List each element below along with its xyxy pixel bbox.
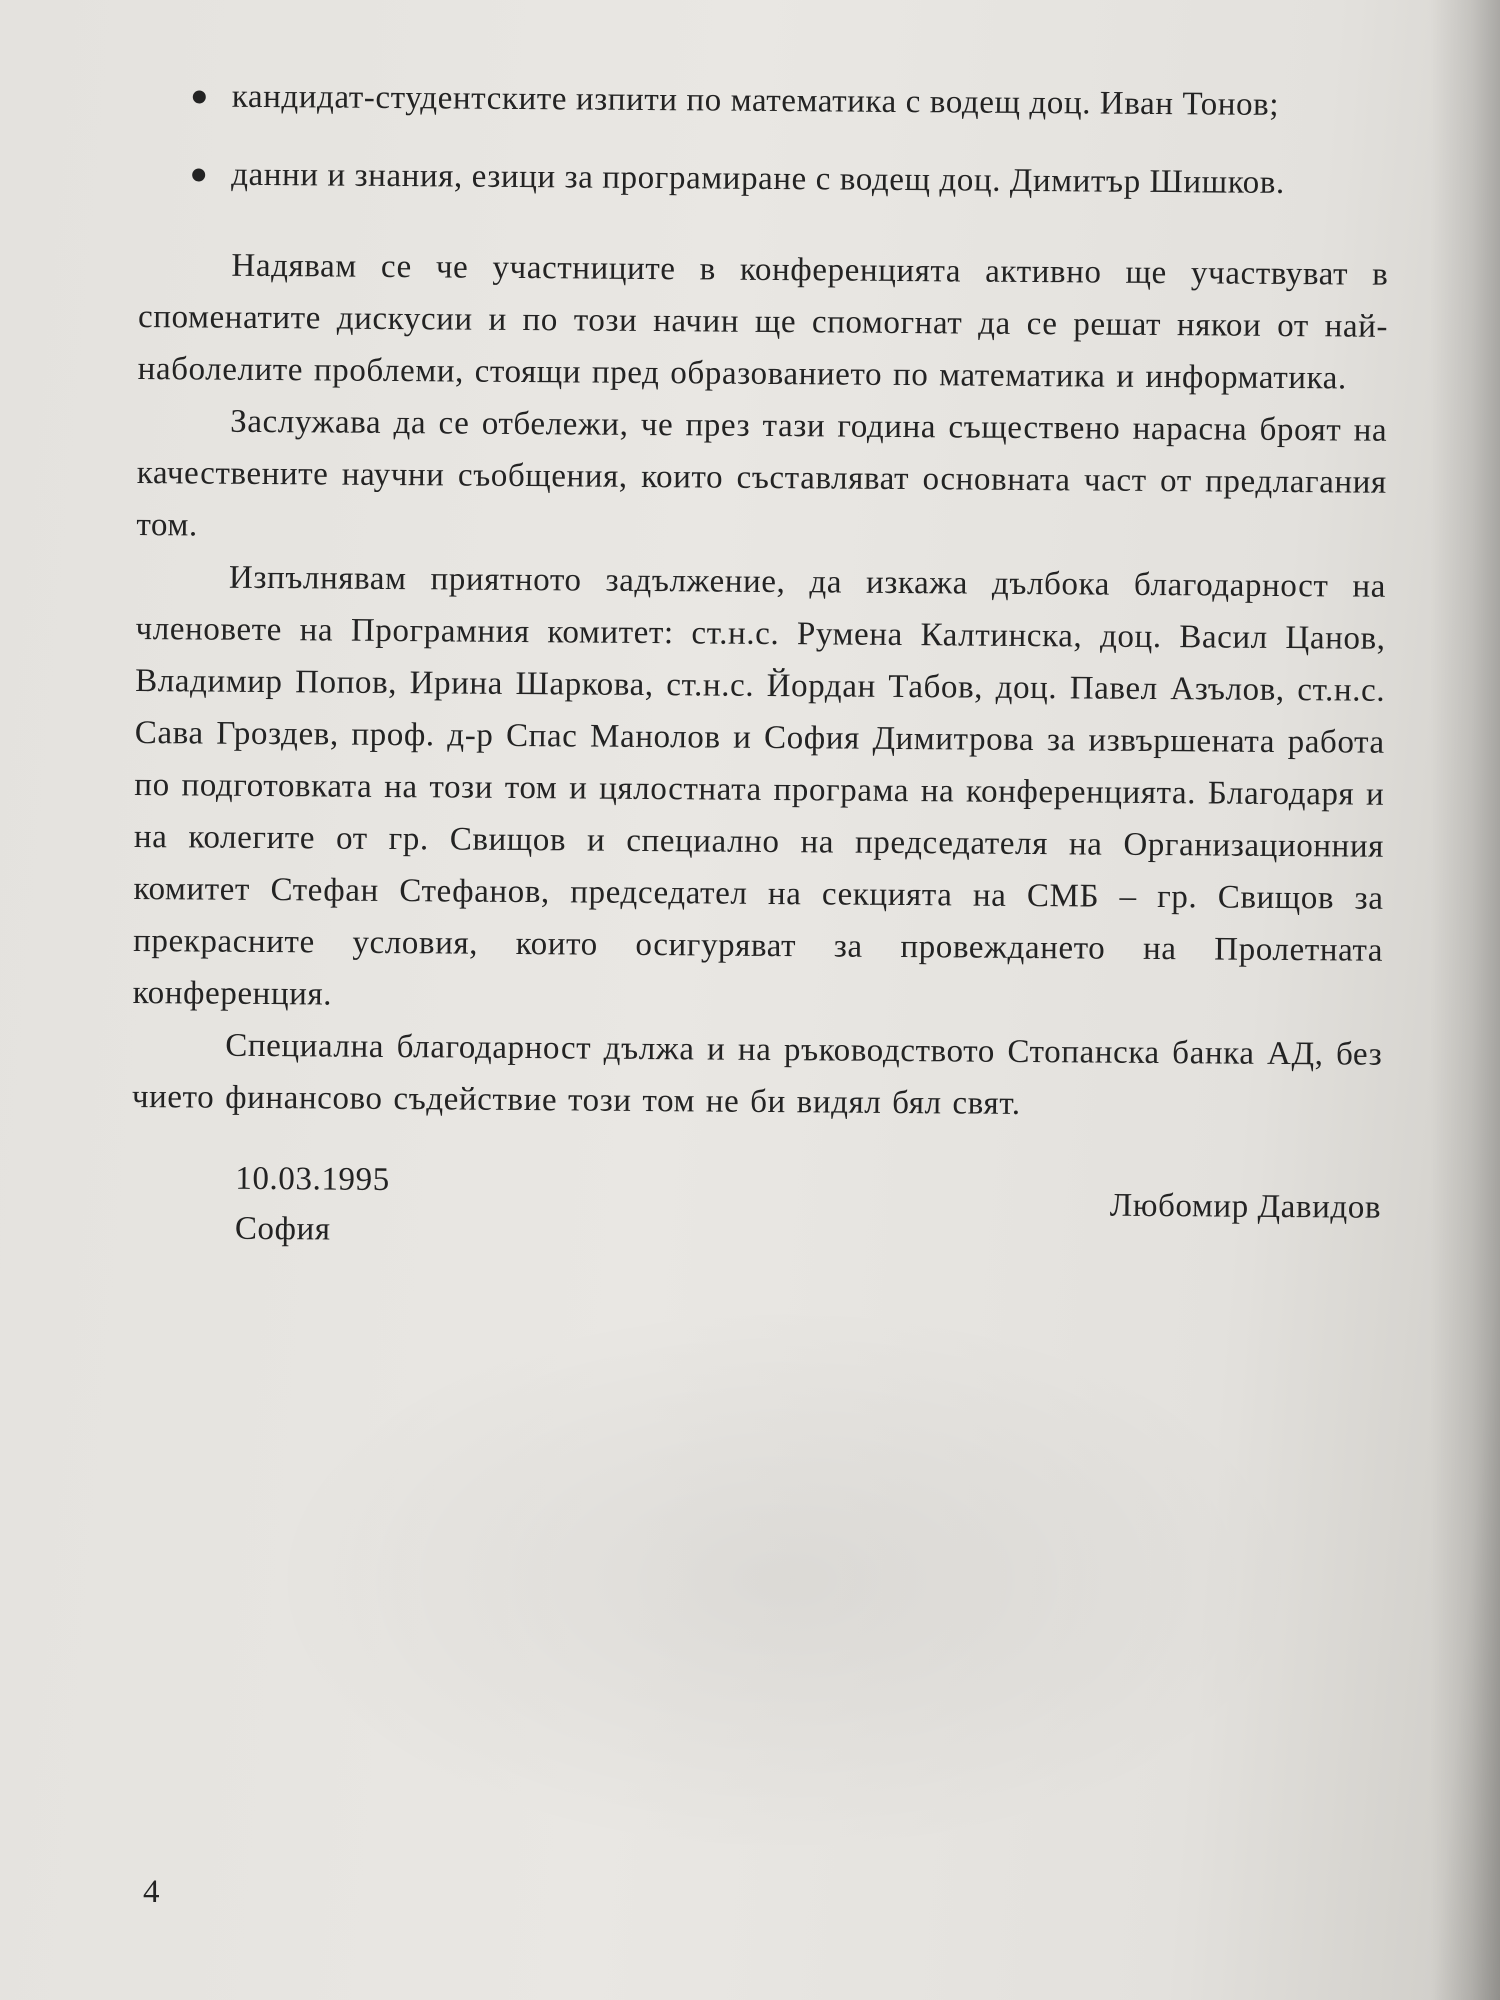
bullet-icon [192, 168, 205, 181]
paragraph: Надявам се че участниците в конференцията активно ще участвуват в споменатите дискусии и по този начин ще спомогнат да се решат някои от най-наболелите проблеми, стоящи пред образованието по математика и информатика. [137, 247, 1389, 397]
date: 10.03.1995 [235, 1160, 390, 1198]
bullet-item [140, 70, 1402, 133]
page-number: 4 [143, 1874, 160, 1910]
page-text [131, 70, 1390, 1273]
paragraph: Специална благодарност дължа и на ръководството Стопанска банка АД, без чието финансово съдействие този том не би видял бял свят. [131, 1027, 1383, 1122]
paragraph: Изпълнявам приятното задължение, да изкажа дълбока благодарност на членовете на Програмния комитет: ст.н.с. Румена Калтинска, доц. Васил Цанов, Владимир Попов, Ирина Шаркова, ст.н.с. Йордан Табов, доц. Павел Азълов, ст.н.с. Сава Гроздев, проф. д-р Спас Манолов и София Димитрова за извършената работа по подготовката на този том и цялостната програма на конференцията. Благодаря и на колегите от гр. Свищов и специално на председателя на Организационния комитет Стефан Стефанов, председател на секцията на СМБ – гр. Свищов за прекрасните условия, които осигуряват за провеждането на Пролетната конференция. [132, 559, 1387, 1013]
bullet-item [139, 148, 1401, 211]
closing-block [131, 1153, 1382, 1273]
paragraph: Заслужава да се отбележи, че през тази година съществено нарасна броят на качествените научни съобщения, които съставляват основната част от предлагания том. [136, 403, 1388, 544]
show-through-shadow [260, 1300, 1310, 1860]
author-signature: Любомир Давидов [1109, 1187, 1382, 1226]
place: София [234, 1210, 331, 1248]
bullet-text: кандидат-студентските изпити по математика с водещ доц. Иван Тонов; [231, 78, 1280, 123]
binding-fold-shadow [1430, 0, 1500, 2000]
bullet-icon [193, 90, 206, 103]
bullet-text: данни и знания, езици за програмиране с водещ доц. Димитър Шишков. [231, 156, 1286, 201]
